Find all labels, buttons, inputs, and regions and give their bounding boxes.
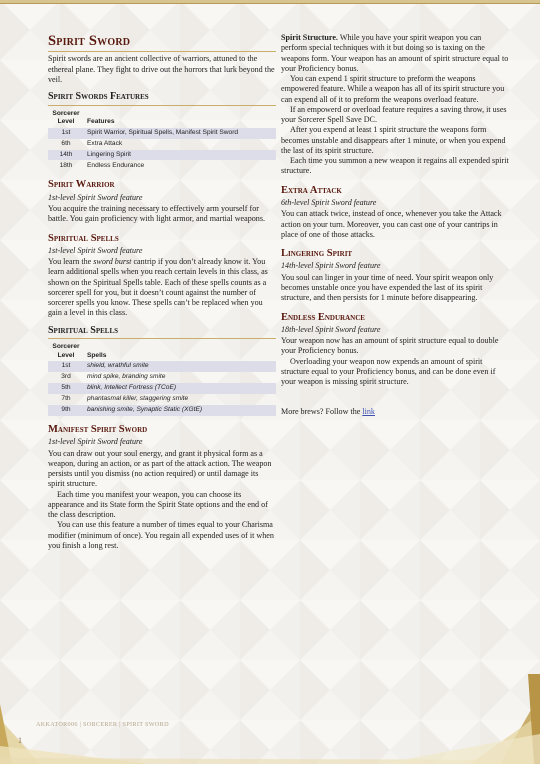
lingering-spirit-heading: Lingering Spirit xyxy=(281,248,353,260)
spirit-warrior-heading: Spirit Warrior xyxy=(48,179,115,191)
intro-paragraph: Spirit swords are an ancient collective of warriors, attuned to the ethereal plane. They fight to drive out the horrors that lurk beyond the veil. xyxy=(48,54,275,84)
spirit-structure-paragraph-1: Spirit Structure. While you have your spirit weapon you can perform special techniques with it but doing so is taxing on the weapons form. Your weapon has an amount of spirit structure equal to your Proficiency bonus. xyxy=(281,33,509,73)
lingering-spirit-subtitle: 14th-level Spirit Sword feature xyxy=(281,261,381,271)
features-table-group-header: Sorcerer Level xyxy=(52,109,80,126)
manifest-heading: Manifest Spirit Sword xyxy=(48,423,148,435)
spiritual-spells-heading: Spiritual Spells xyxy=(48,232,119,244)
more-brews-text: More brews? Follow the link xyxy=(281,407,375,417)
spirit-structure-paragraph-3: If an empowerd or overload feature requires a saving throw, it uses your Sorcerer Spell Save DC. xyxy=(281,104,507,125)
manifest-paragraph-2: Each time you manifest your weapon, you can choose its appearance and its State form the Spirit State options and the end of the class description. xyxy=(48,489,268,520)
spells-table-group-header: Sorcerer Level xyxy=(52,343,80,359)
right-column xyxy=(281,33,509,418)
spiritual-spells-text: You learn the sword burst cantrip if you don’t already know it. You learn additional spells when you reach certain levels in this class, as shown on the Spiritual Spells table. Each of these spells counts as a sorcerer spell for you, but it doesn’t count against the number of sorcerer spells you know. These spells can’t be replaced when you gain a level in this class. xyxy=(48,257,268,318)
more-brews-link[interactable]: link xyxy=(362,407,375,417)
table-row: 1st Spirit Warrior, Spiritual Spells, Manifest Spirit Sword xyxy=(48,128,276,139)
page-number: 1 xyxy=(18,736,22,745)
page-footer: AKKATOR006 | SORCERER | SPIRIT SWORD xyxy=(36,721,169,728)
table-row: 5th blink, Intellect Fortress (TCoE) xyxy=(48,383,276,394)
spells-table-heading: Spiritual Spells xyxy=(48,325,276,340)
features-heading: Spirit Swords Features xyxy=(48,91,276,106)
table-row: 6th Extra Attack xyxy=(61,139,123,147)
manifest-paragraph-3: You can use this feature a number of times equal to your Charisma modifier (minimum of once). You regain all expended uses of it when you finish a long rest. xyxy=(48,520,274,550)
extra-attack-text: You can attack twice, instead of once, whenever you take the Attack action on your turn. Moreover, you can cast one of your cantrips in place of one of those attacks. xyxy=(281,209,502,239)
table-row: 1st shield, wrathful smite xyxy=(48,361,276,372)
features-table xyxy=(48,109,276,172)
endless-endurance-subtitle: 18th-level Spirit Sword feature xyxy=(281,324,381,334)
page-title: Spirit Sword xyxy=(48,32,276,52)
spirit-structure-paragraph-2: You can expend 1 spirit structure to preform the weapons empowered feature. While a weapon has all of its spirit structure you can expend all of it to preform the weapons overload feature. xyxy=(281,74,505,104)
spells-table xyxy=(48,342,276,415)
table-row: 9th banishing smite, Synaptic Static (XGtE) xyxy=(48,405,276,416)
lingering-spirit-text: You soul can linger in your time of need. Your spirit weapon only becomes unstable once you have expended the last of its spirit structure, and then persists for 1 minute before disappearing. xyxy=(281,272,494,303)
manifest-paragraph-1: You can draw out your soul energy, and grant it physical form as a weapon, during an action, or as part of the attack action. The weapon persists until you dismiss (no action required) or until damage its spirit structure. xyxy=(48,448,272,489)
top-frame-border xyxy=(0,0,540,8)
table-row: 7th phantasmal killer, staggering smite xyxy=(61,395,189,403)
table-row: 3rd mind spike, branding smite xyxy=(61,373,166,381)
extra-attack-heading: Extra Attack xyxy=(281,184,342,196)
spells-table-spells-header: Spells xyxy=(87,351,107,359)
table-row: 14th Lingering Spirit xyxy=(48,150,276,161)
spirit-structure-paragraph-5: Each time you summon a new weapon it regains all expended spirit structure. xyxy=(281,156,509,176)
spirit-structure-paragraph-4: After you expend at least 1 spirit structure the weapons form becomes unstable and disappears after 1 minute, or when you expend the last of its spirit structure. xyxy=(281,125,506,155)
features-table-features-header: Features xyxy=(87,118,115,126)
spirit-warrior-subtitle: 1st-level Spirit Sword feature xyxy=(48,192,143,202)
endless-endurance-paragraph-2: Overloading your weapon now expends an amount of spirit structure equal to your Proficiency bonus, and can be done even if your weapon is missing spirit structure. xyxy=(281,356,496,387)
endless-endurance-paragraph-1: Your weapon now has an amount of spirit structure equal to double your Proficiency bonus. xyxy=(281,336,499,356)
bottom-frame-decoration xyxy=(0,674,540,764)
extra-attack-subtitle: 6th-level Spirit Sword feature xyxy=(281,198,377,208)
left-column xyxy=(48,32,276,551)
table-row: 18th Endless Endurance xyxy=(59,161,145,169)
manifest-subtitle: 1st-level Spirit Sword feature xyxy=(48,437,143,447)
spirit-warrior-text: You acquire the training necessary to effectively arm yourself for battle. You gain proficiency with light armor, and martial weapons. xyxy=(48,204,266,224)
endless-endurance-heading: Endless Endurance xyxy=(281,311,365,323)
spiritual-spells-subtitle: 1st-level Spirit Sword feature xyxy=(48,245,143,255)
